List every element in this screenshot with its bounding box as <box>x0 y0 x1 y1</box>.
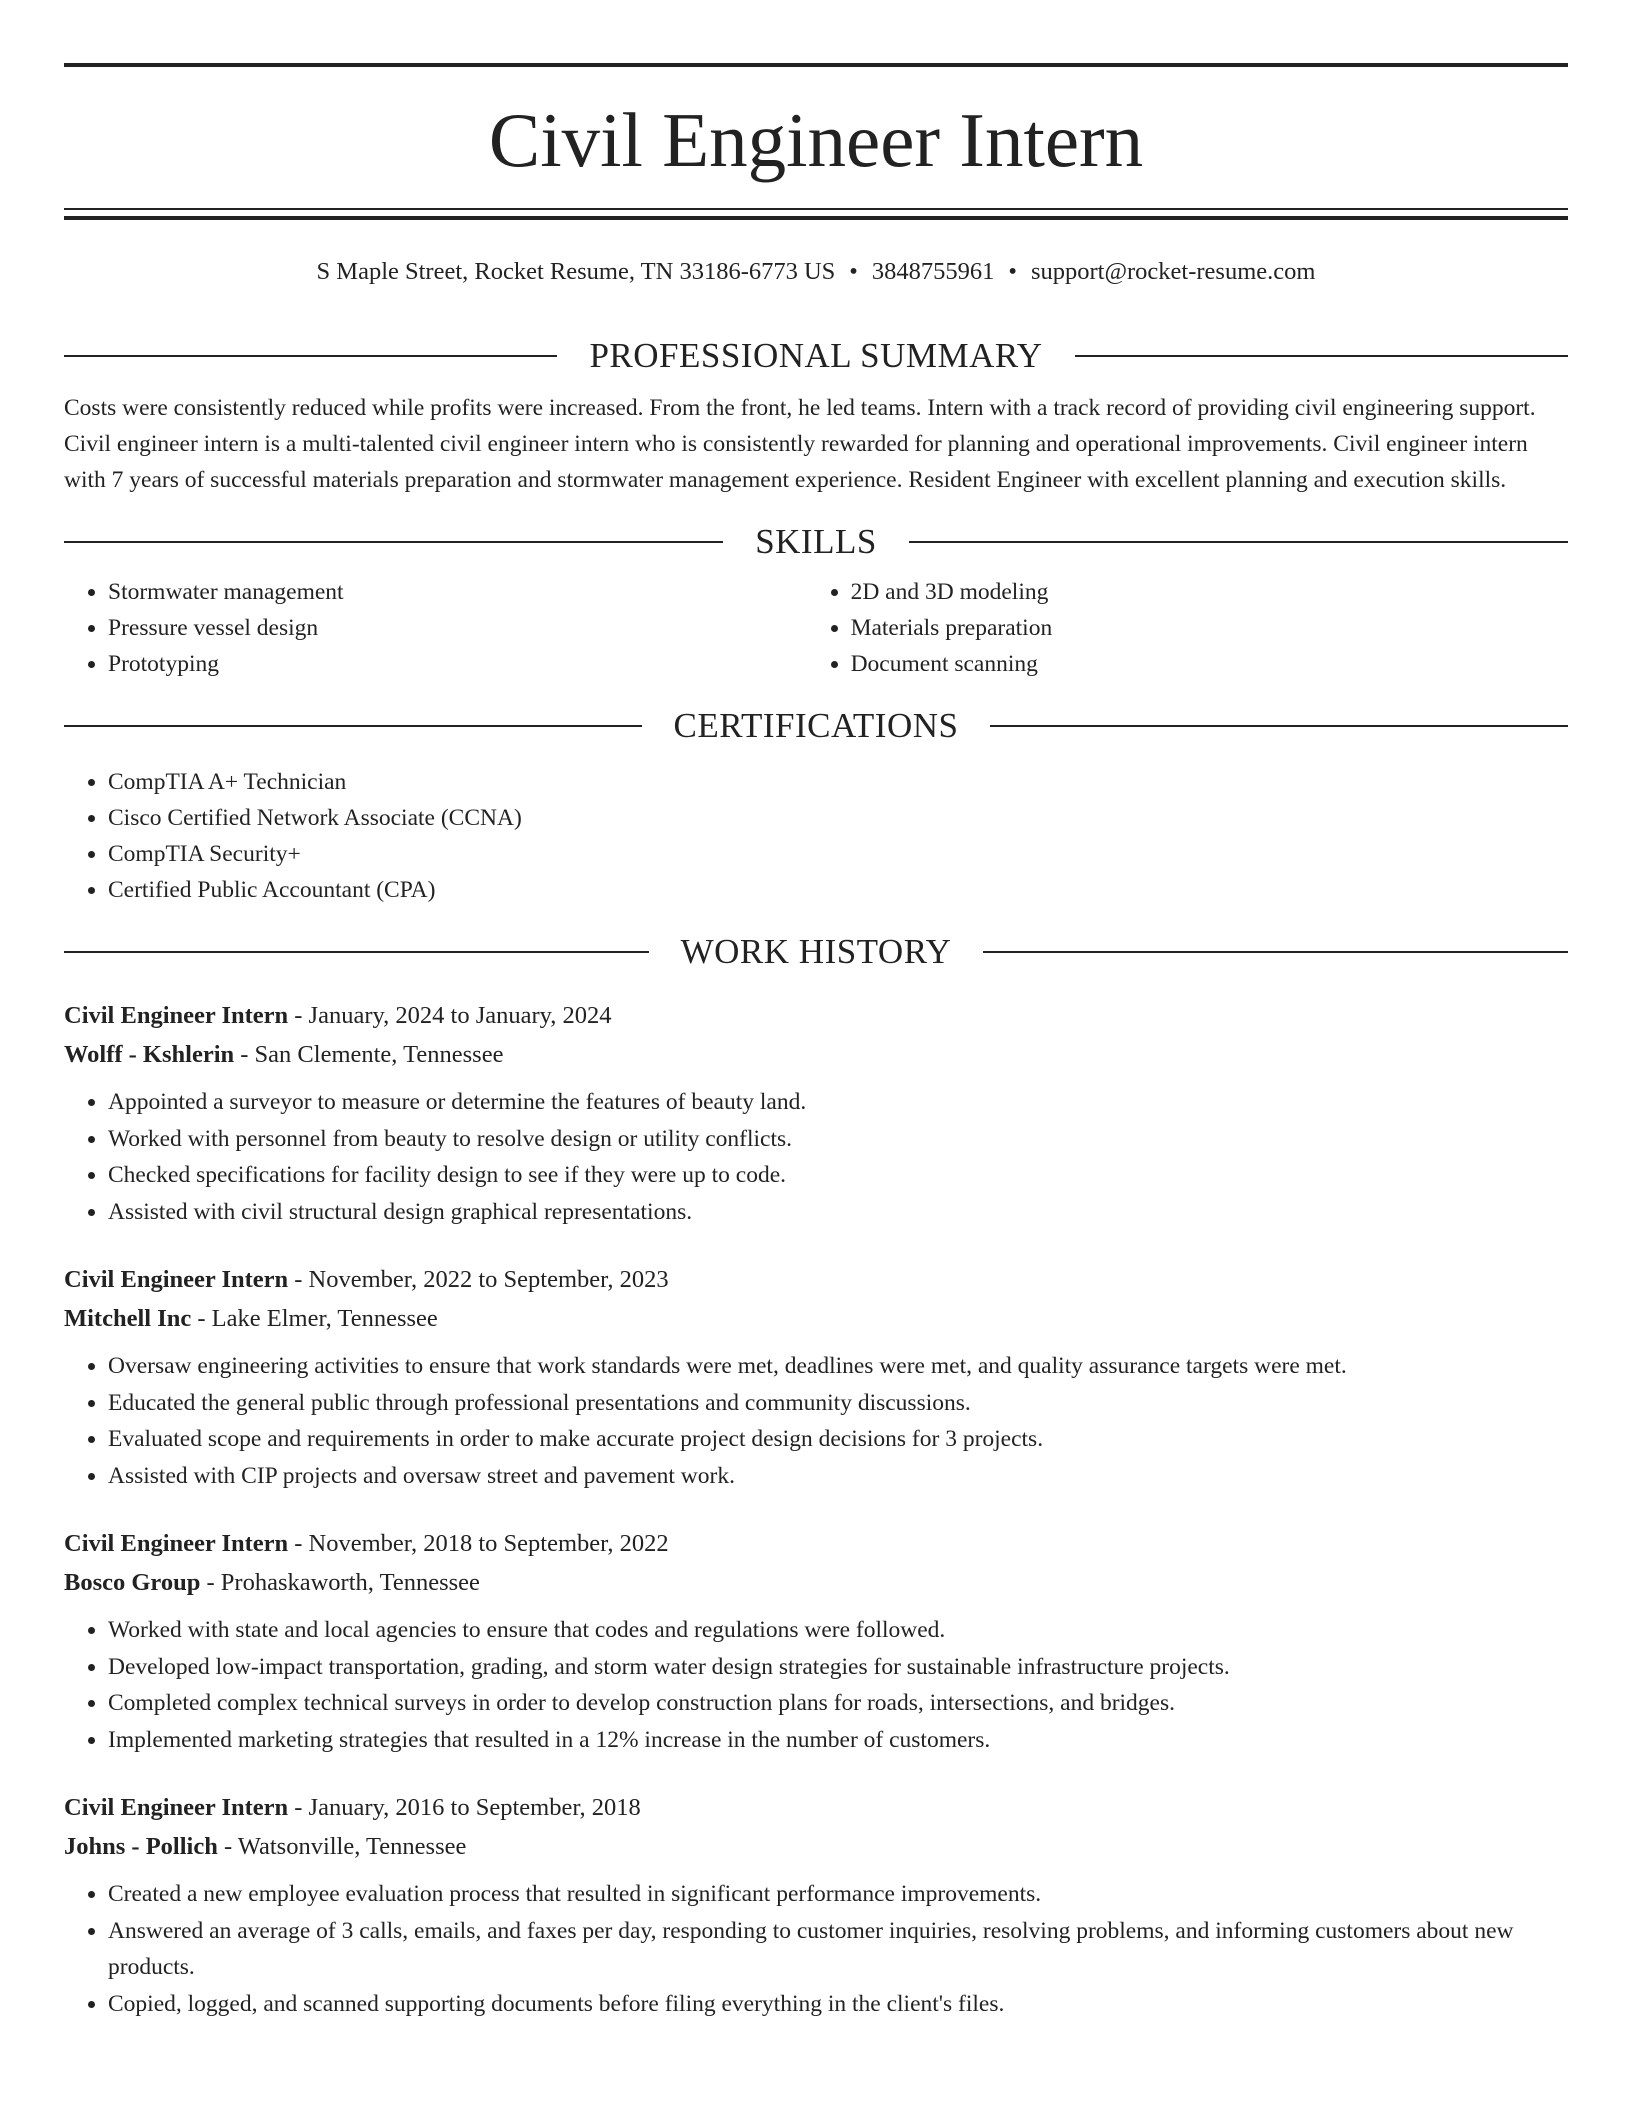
certification-item: • CompTIA A+ Technician <box>108 764 1568 800</box>
job-bullet: • Copied, logged, and scanned supporting documents before filing everything in the client's files. <box>108 1986 1568 2023</box>
section-title-work-history: WORK HISTORY <box>680 932 952 971</box>
job-bullet: • Completed complex technical surveys in order to develop construction plans for roads, intersections, and bridges. <box>108 1685 1568 1722</box>
job-title-line <box>64 1524 1568 1563</box>
skill-item: • Materials preparation <box>851 610 1568 646</box>
job-title: Civil Engineer Intern <box>64 1266 289 1293</box>
section-rule-right <box>983 951 1568 953</box>
job-dates: - January, 2024 to January, 2024 <box>288 1002 612 1029</box>
certification-item: • CompTIA Security+ <box>108 836 1568 872</box>
job-entry <box>64 1524 1568 1758</box>
job-bullets <box>64 1084 1568 1230</box>
job-bullet: • Worked with state and local agencies to ensure that codes and regulations were followed. <box>108 1612 1568 1649</box>
job-location: - Prohaskaworth, Tennessee <box>200 1569 480 1596</box>
job-company-line <box>64 1299 1568 1338</box>
job-title: Civil Engineer Intern <box>64 1002 289 1029</box>
job-title-line <box>64 1260 1568 1299</box>
contact-phone: 3848755961 <box>871 258 995 285</box>
section-rule-left <box>64 541 723 543</box>
job-company: Johns - Pollich <box>64 1833 218 1860</box>
skill-item: • Stormwater management <box>108 574 807 610</box>
job-location: - San Clemente, Tennessee <box>234 1041 504 1068</box>
section-rule-right <box>990 725 1568 727</box>
resume-title: Civil Engineer Intern <box>488 97 1144 183</box>
section-header-certifications <box>64 696 1568 756</box>
job-company: Bosco Group <box>64 1569 201 1596</box>
job-title-line <box>64 996 1568 1035</box>
section-title-skills: SKILLS <box>755 522 877 561</box>
section-header-skills <box>64 512 1568 572</box>
job-entry <box>64 1260 1568 1494</box>
job-title-line <box>64 1788 1568 1827</box>
skills-list-left <box>64 574 807 682</box>
certifications-list <box>64 764 1568 908</box>
job-bullet: • Assisted with CIP projects and oversaw street and pavement work. <box>108 1458 1568 1495</box>
job-bullet: • Worked with personnel from beauty to resolve design or utility conflicts. <box>108 1121 1568 1158</box>
job-entry <box>64 996 1568 1230</box>
job-location: - Watsonville, Tennessee <box>217 1833 467 1860</box>
job-bullet: • Assisted with civil structural design graphical representations. <box>108 1194 1568 1231</box>
job-entry <box>64 1788 1568 2022</box>
job-company-line <box>64 1827 1568 1866</box>
job-bullet: • Educated the general public through professional presentations and community discussions. <box>108 1385 1568 1422</box>
contact-separator: • <box>849 258 858 285</box>
skills-list-right <box>807 574 1568 682</box>
section-header-summary <box>64 326 1568 386</box>
section-rule-left <box>64 951 649 953</box>
section-rule-right <box>1075 355 1568 357</box>
contact-line <box>64 254 1568 290</box>
contact-email: support@rocket-resume.com <box>1030 258 1316 285</box>
job-company-line <box>64 1563 1568 1602</box>
job-bullet: • Evaluated scope and requirements in order to make accurate project design decisions for 3 projects. <box>108 1421 1568 1458</box>
section-title-certifications: CERTIFICATIONS <box>673 706 959 745</box>
skill-item: • Pressure vessel design <box>108 610 807 646</box>
job-bullets <box>64 1876 1568 2022</box>
section-rule-left <box>64 355 557 357</box>
job-dates: - November, 2022 to September, 2023 <box>288 1266 669 1293</box>
job-company: Mitchell Inc <box>64 1305 192 1332</box>
job-title: Civil Engineer Intern <box>64 1794 289 1821</box>
summary-text: Costs were consistently reduced while profits were increased. From the front, he led teams. Intern with a track record of providing civil engineering support. Civil engineer intern is a multi-talented civil engineer intern who is consistently rewarded for planning and operational improvements. Civil engineer intern with 7 years of successful materials preparation and stormwater management experience. Resident Engineer with excellent planning and execution skills. <box>64 395 1536 493</box>
job-dates: - November, 2018 to September, 2022 <box>288 1530 669 1557</box>
skills-columns <box>64 574 1568 682</box>
job-bullets <box>64 1348 1568 1494</box>
skill-item: • Prototyping <box>108 646 807 682</box>
job-bullet: • Oversaw engineering activities to ensure that work standards were met, deadlines were met, and quality assurance targets were met. <box>108 1348 1568 1385</box>
skill-item: • Document scanning <box>851 646 1568 682</box>
section-title-summary: PROFESSIONAL SUMMARY <box>589 336 1043 375</box>
job-bullets <box>64 1612 1568 1758</box>
skill-item: • 2D and 3D modeling <box>851 574 1568 610</box>
section-rule-left <box>64 725 642 727</box>
job-bullet: • Appointed a surveyor to measure or determine the features of beauty land. <box>108 1084 1568 1121</box>
job-bullet: • Created a new employee evaluation process that resulted in significant performance improvements. <box>108 1876 1568 1913</box>
job-location: - Lake Elmer, Tennessee <box>191 1305 438 1332</box>
certification-item: • Cisco Certified Network Associate (CCNA) <box>108 800 1568 836</box>
contact-address: S Maple Street, Rocket Resume, TN 33186-6773 US <box>316 258 836 285</box>
resume-body <box>64 326 1568 2022</box>
job-bullet: • Implemented marketing strategies that resulted in a 12% increase in the number of customers. <box>108 1722 1568 1759</box>
job-bullet: • Developed low-impact transportation, grading, and storm water design strategies for sustainable infrastructure projects. <box>108 1649 1568 1686</box>
section-rule-right <box>909 541 1568 543</box>
job-company-line <box>64 1035 1568 1074</box>
job-dates: - January, 2016 to September, 2018 <box>288 1794 641 1821</box>
certification-item: • Certified Public Accountant (CPA) <box>108 872 1568 908</box>
header-top-rule <box>64 63 1568 67</box>
job-bullet: • Checked specifications for facility design to see if they were up to code. <box>108 1157 1568 1194</box>
section-header-work-history <box>64 922 1568 982</box>
header-bottom-rule-thin <box>64 208 1568 210</box>
job-company: Wolff - Kshlerin <box>64 1041 235 1068</box>
job-title: Civil Engineer Intern <box>64 1530 289 1557</box>
contact-separator: • <box>1008 258 1017 285</box>
job-bullet: • Answered an average of 3 calls, emails, and faxes per day, responding to customer inquiries, resolving problems, and informing customers about new products. <box>108 1913 1568 1986</box>
header-bottom-rule-thick <box>64 216 1568 220</box>
